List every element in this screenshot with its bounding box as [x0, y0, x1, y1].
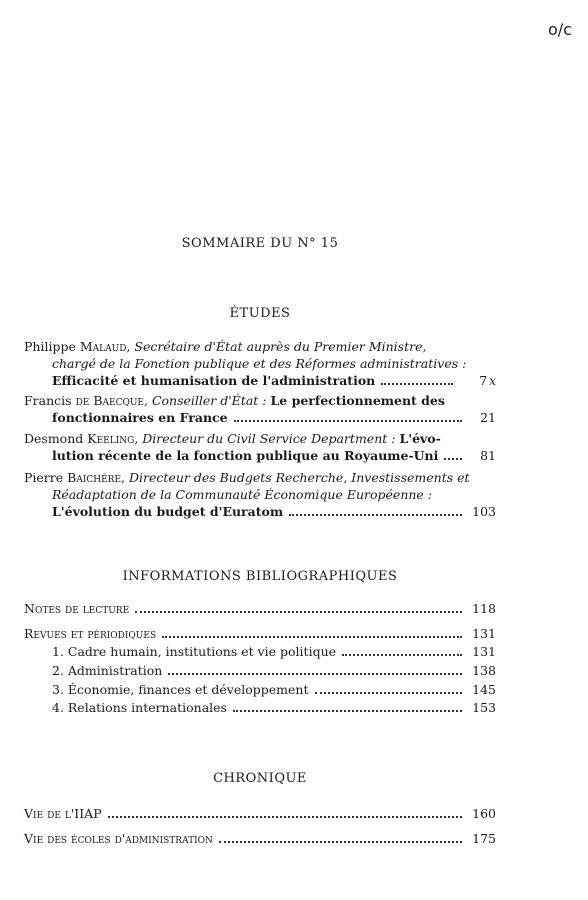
row-label: 4. Relations internationales — [52, 700, 227, 715]
section-title-informations: INFORMATIONS BIBLIOGRAPHIQUES — [122, 569, 398, 584]
toc-entry-baichere: Pierre Baichère, Directeur des Budgets Recherche, Investissements et Réadaptation de la Communauté Économique Européenne : L'évolution du budget d'Euratom 103 — [24, 470, 496, 519]
handwritten-annotation: o/c — [548, 20, 572, 39]
author-first-name: Philippe — [24, 339, 76, 354]
row-label: 2. Administration — [52, 663, 163, 678]
handwritten-mark: x — [489, 374, 496, 388]
page-title: SOMMAIRE DU N° 15 — [181, 236, 339, 251]
toc-row-vie-ecoles — [24, 831, 496, 846]
leader-dots — [219, 831, 462, 843]
author-first-name: Pierre — [24, 470, 64, 485]
page-number: 118 — [472, 601, 496, 616]
row-label: 3. Économie, finances et développement — [52, 682, 309, 697]
toc-subrow — [52, 663, 496, 678]
section-title-etudes: ÉTUDES — [229, 306, 291, 321]
author-role: Secrétaire d'État auprès du Premier Ministre, — [134, 339, 427, 354]
author-role: Directeur du Civil Service Department : — [142, 431, 396, 446]
author-role-continued: Réadaptation de la Communauté Économique Européenne : — [52, 487, 433, 502]
leader-dots — [234, 410, 462, 422]
toc-row-revues — [24, 626, 496, 641]
author-role: Directeur des Budgets Recherche, Investissements et — [129, 470, 470, 485]
author-last-name: de Baecque — [75, 393, 144, 408]
row-label: Vie de l'IIAP — [24, 806, 102, 821]
article-title-continued: fonctionnaires en France — [52, 410, 228, 425]
article-title: Le perfectionnement des — [270, 393, 445, 408]
author-last-name: Malaud — [79, 339, 127, 354]
author-role-continued: chargé de la Fonction publique et des Réformes administratives : — [52, 356, 467, 371]
leader-dots — [168, 663, 462, 675]
article-title-continued: lution récente de la fonction publique au Royaume-Uni — [52, 448, 439, 463]
leader-dots — [381, 373, 453, 385]
author-first-name: Francis — [24, 393, 72, 408]
leader-dots — [342, 644, 462, 656]
article-title: L'évolution du budget d'Euratom — [52, 504, 284, 519]
leader-dots — [444, 448, 462, 460]
page-number: 103 — [472, 504, 496, 519]
toc-subrow — [52, 700, 496, 715]
toc-row-notes — [24, 601, 496, 616]
row-label: Vie des écoles d'administration — [24, 831, 213, 846]
leader-dots — [108, 806, 462, 818]
toc-entry-keeling: Desmond Keeling, Directeur du Civil Service Department : L'évo- lution récente de la fonction publique au Royaume-Uni 81 — [24, 431, 496, 463]
page-number: 7 — [479, 373, 488, 388]
article-title: L'évo- — [399, 431, 441, 446]
page-number: 81 — [480, 448, 496, 463]
section-title-chronique: CHRONIQUE — [213, 771, 307, 786]
toc-entry-de-baecque: Francis de Baecque, Conseiller d'État : Le perfectionnement des fonctionnaires en France 21 — [24, 393, 496, 425]
row-label: 1. Cadre humain, institutions et vie politique — [52, 644, 337, 659]
toc-subrow — [52, 644, 496, 659]
author-last-name: Baichère — [67, 470, 122, 485]
author-role: Conseiller d'État : — [151, 393, 267, 408]
row-label: Revues et périodiques — [24, 626, 157, 641]
page-number: 160 — [472, 806, 496, 821]
article-title: Efficacité et humanisation de l'administration — [52, 373, 376, 388]
page-number: 138 — [472, 663, 496, 678]
page-number: 131 — [472, 644, 496, 659]
leader-dots — [233, 700, 462, 712]
toc-row-vie-iiap — [24, 806, 496, 821]
leader-dots — [162, 626, 462, 638]
author-last-name: Keeling — [87, 431, 135, 446]
page-number: 153 — [472, 700, 496, 715]
row-label: Notes de lecture — [24, 601, 130, 616]
leader-dots — [289, 504, 462, 516]
author-first-name: Desmond — [24, 431, 84, 446]
toc-entry-malaud: Philippe Malaud, Secrétaire d'État auprès du Premier Ministre, chargé de la Fonction publique et des Réformes administratives : Efficacité et humanisation de l'administration 7 x — [24, 339, 496, 388]
leader-dots — [135, 601, 462, 613]
page-number: 145 — [472, 682, 496, 697]
leader-dots — [315, 682, 462, 694]
page-number: 131 — [472, 626, 496, 641]
page-number: 21 — [480, 410, 496, 425]
toc-subrow — [52, 682, 496, 697]
page-number: 175 — [472, 831, 496, 846]
